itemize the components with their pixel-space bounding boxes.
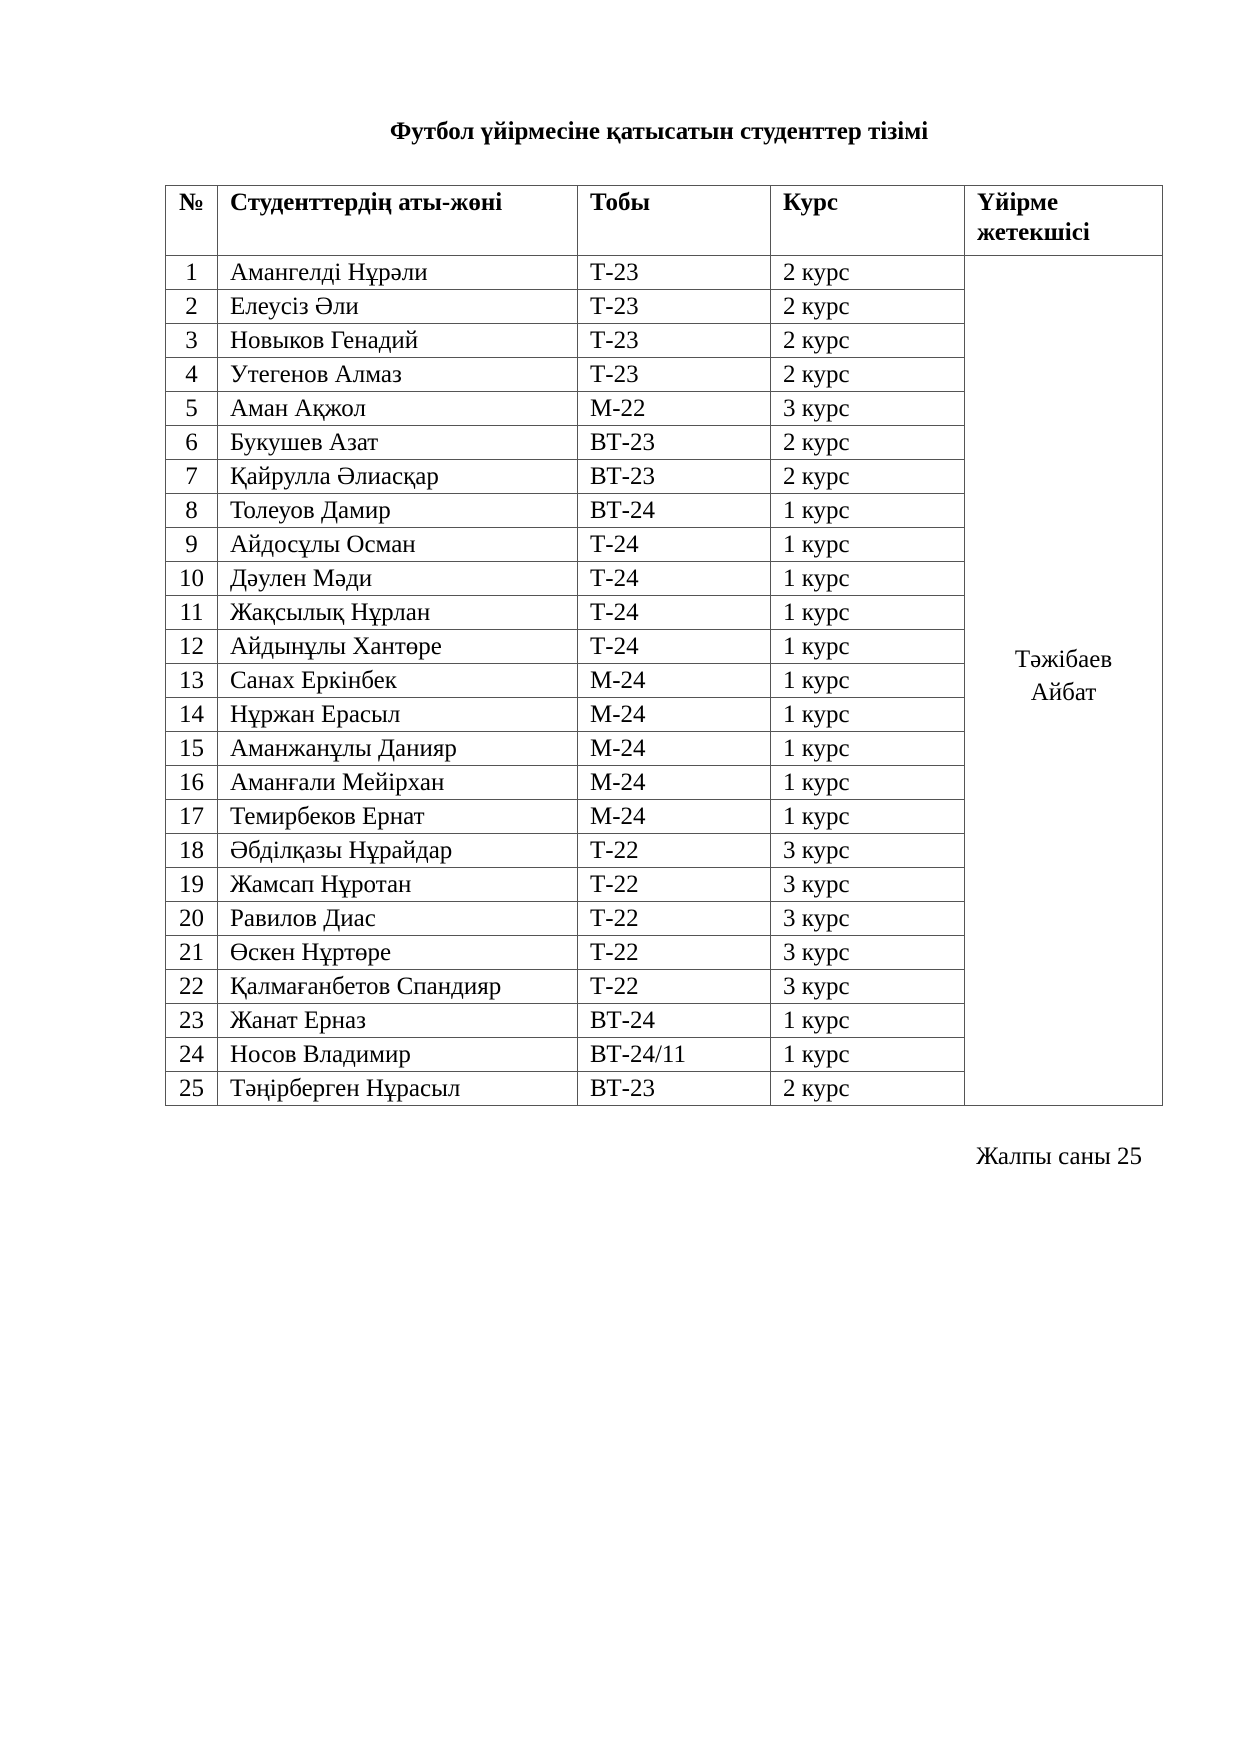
row-number: 20 xyxy=(166,902,218,936)
student-course: 3 курс xyxy=(771,868,965,902)
student-group: Т-23 xyxy=(578,256,771,290)
student-group: Т-24 xyxy=(578,528,771,562)
student-group: ВТ-24 xyxy=(578,494,771,528)
student-group: ВТ-23 xyxy=(578,1072,771,1106)
row-number: 22 xyxy=(166,970,218,1004)
student-name: Айдосұлы Осман xyxy=(218,528,578,562)
row-number: 6 xyxy=(166,426,218,460)
row-number: 14 xyxy=(166,698,218,732)
student-group: Т-24 xyxy=(578,562,771,596)
total-count: Жалпы саны 25 xyxy=(976,1143,1142,1170)
header-group: Тобы xyxy=(578,186,771,256)
student-course: 1 курс xyxy=(771,800,965,834)
student-name: Равилов Диас xyxy=(218,902,578,936)
student-name: Амангелді Нұрәли xyxy=(218,256,578,290)
club-leader xyxy=(965,256,1163,1106)
club-leader-surname: Тәжібаев xyxy=(1014,645,1113,673)
row-number: 19 xyxy=(166,868,218,902)
student-name: Аман Ақжол xyxy=(218,392,578,426)
row-number: 13 xyxy=(166,664,218,698)
student-course: 1 курс xyxy=(771,732,965,766)
row-number: 24 xyxy=(166,1038,218,1072)
student-course: 2 курс xyxy=(771,290,965,324)
student-course: 1 курс xyxy=(771,528,965,562)
student-group: Т-24 xyxy=(578,630,771,664)
student-name: Толеуов Дамир xyxy=(218,494,578,528)
row-number: 10 xyxy=(166,562,218,596)
student-group: М-22 xyxy=(578,392,771,426)
student-group: М-24 xyxy=(578,800,771,834)
student-course: 1 курс xyxy=(771,664,965,698)
student-name: Жақсылық Нұрлан xyxy=(218,596,578,630)
student-group: Т-22 xyxy=(578,936,771,970)
student-course: 2 курс xyxy=(771,256,965,290)
student-group: Т-24 xyxy=(578,596,771,630)
student-course: 3 курс xyxy=(771,902,965,936)
table-body xyxy=(166,256,1163,1106)
header-leader xyxy=(965,186,1163,256)
student-course: 3 курс xyxy=(771,970,965,1004)
student-group: М-24 xyxy=(578,766,771,800)
student-course: 3 курс xyxy=(771,936,965,970)
row-number: 7 xyxy=(166,460,218,494)
student-name: Носов Владимир xyxy=(218,1038,578,1072)
student-name: Темирбеков Ернат xyxy=(218,800,578,834)
row-number: 15 xyxy=(166,732,218,766)
student-name: Әбділқазы Нұрайдар xyxy=(218,834,578,868)
student-name: Жанат Ерназ xyxy=(218,1004,578,1038)
student-group: Т-23 xyxy=(578,358,771,392)
club-leader-name: Айбат xyxy=(1030,678,1097,706)
student-name: Өскен Нұртөре xyxy=(218,936,578,970)
row-number: 17 xyxy=(166,800,218,834)
row-number: 11 xyxy=(166,596,218,630)
student-name: Аманғали Мейірхан xyxy=(218,766,578,800)
table-header-row xyxy=(166,186,1163,256)
student-name: Аманжанұлы Данияр xyxy=(218,732,578,766)
student-course: 1 курс xyxy=(771,630,965,664)
student-name: Утегенов Алмаз xyxy=(218,358,578,392)
student-group: М-24 xyxy=(578,732,771,766)
student-name: Қалмағанбетов Спандияр xyxy=(218,970,578,1004)
student-group: Т-22 xyxy=(578,834,771,868)
student-name: Айдынұлы Хантөре xyxy=(218,630,578,664)
student-name: Санах Еркінбек xyxy=(218,664,578,698)
row-number: 16 xyxy=(166,766,218,800)
header-leader-line2: жетекшісі xyxy=(977,219,1090,246)
student-course: 1 курс xyxy=(771,562,965,596)
row-number: 5 xyxy=(166,392,218,426)
student-course: 1 курс xyxy=(771,766,965,800)
student-group: Т-22 xyxy=(578,970,771,1004)
student-course: 1 курс xyxy=(771,494,965,528)
student-group: ВТ-23 xyxy=(578,426,771,460)
header-name: Студенттердің аты-жөні xyxy=(218,186,578,256)
row-number: 25 xyxy=(166,1072,218,1106)
student-course: 1 курс xyxy=(771,698,965,732)
student-course: 3 курс xyxy=(771,392,965,426)
row-number: 2 xyxy=(166,290,218,324)
header-leader-line1: Үйірме xyxy=(977,189,1059,216)
row-number: 12 xyxy=(166,630,218,664)
student-course: 3 курс xyxy=(771,834,965,868)
row-number: 8 xyxy=(166,494,218,528)
student-group: ВТ-23 xyxy=(578,460,771,494)
student-name: Нұржан Ерасыл xyxy=(218,698,578,732)
table-row xyxy=(166,256,1163,290)
student-name: Новыков Генадий xyxy=(218,324,578,358)
document-title: Футбол үйірмесіне қатысатын студенттер тізімі xyxy=(389,118,929,145)
student-name: Қайрулла Әлиасқар xyxy=(218,460,578,494)
student-group: ВТ-24 xyxy=(578,1004,771,1038)
student-name: Елеусіз Әли xyxy=(218,290,578,324)
student-group: ВТ-24/11 xyxy=(578,1038,771,1072)
student-course: 2 курс xyxy=(771,358,965,392)
student-name: Жамсап Нұротан xyxy=(218,868,578,902)
row-number: 18 xyxy=(166,834,218,868)
header-number: № xyxy=(166,186,218,256)
row-number: 21 xyxy=(166,936,218,970)
row-number: 9 xyxy=(166,528,218,562)
row-number: 1 xyxy=(166,256,218,290)
student-group: М-24 xyxy=(578,664,771,698)
student-group: Т-23 xyxy=(578,290,771,324)
students-table xyxy=(165,185,1163,1106)
student-group: Т-23 xyxy=(578,324,771,358)
student-name: Букушев Азат xyxy=(218,426,578,460)
student-course: 2 курс xyxy=(771,324,965,358)
student-group: Т-22 xyxy=(578,868,771,902)
student-group: М-24 xyxy=(578,698,771,732)
student-course: 1 курс xyxy=(771,596,965,630)
student-group: Т-22 xyxy=(578,902,771,936)
student-course: 1 курс xyxy=(771,1038,965,1072)
row-number: 4 xyxy=(166,358,218,392)
student-name: Дәулен Мәди xyxy=(218,562,578,596)
student-course: 2 курс xyxy=(771,460,965,494)
student-name: Тәңірберген Нұрасыл xyxy=(218,1072,578,1106)
student-course: 1 курс xyxy=(771,1004,965,1038)
student-course: 2 курс xyxy=(771,426,965,460)
row-number: 23 xyxy=(166,1004,218,1038)
student-course: 2 курс xyxy=(771,1072,965,1106)
header-course: Курс xyxy=(771,186,965,256)
row-number: 3 xyxy=(166,324,218,358)
